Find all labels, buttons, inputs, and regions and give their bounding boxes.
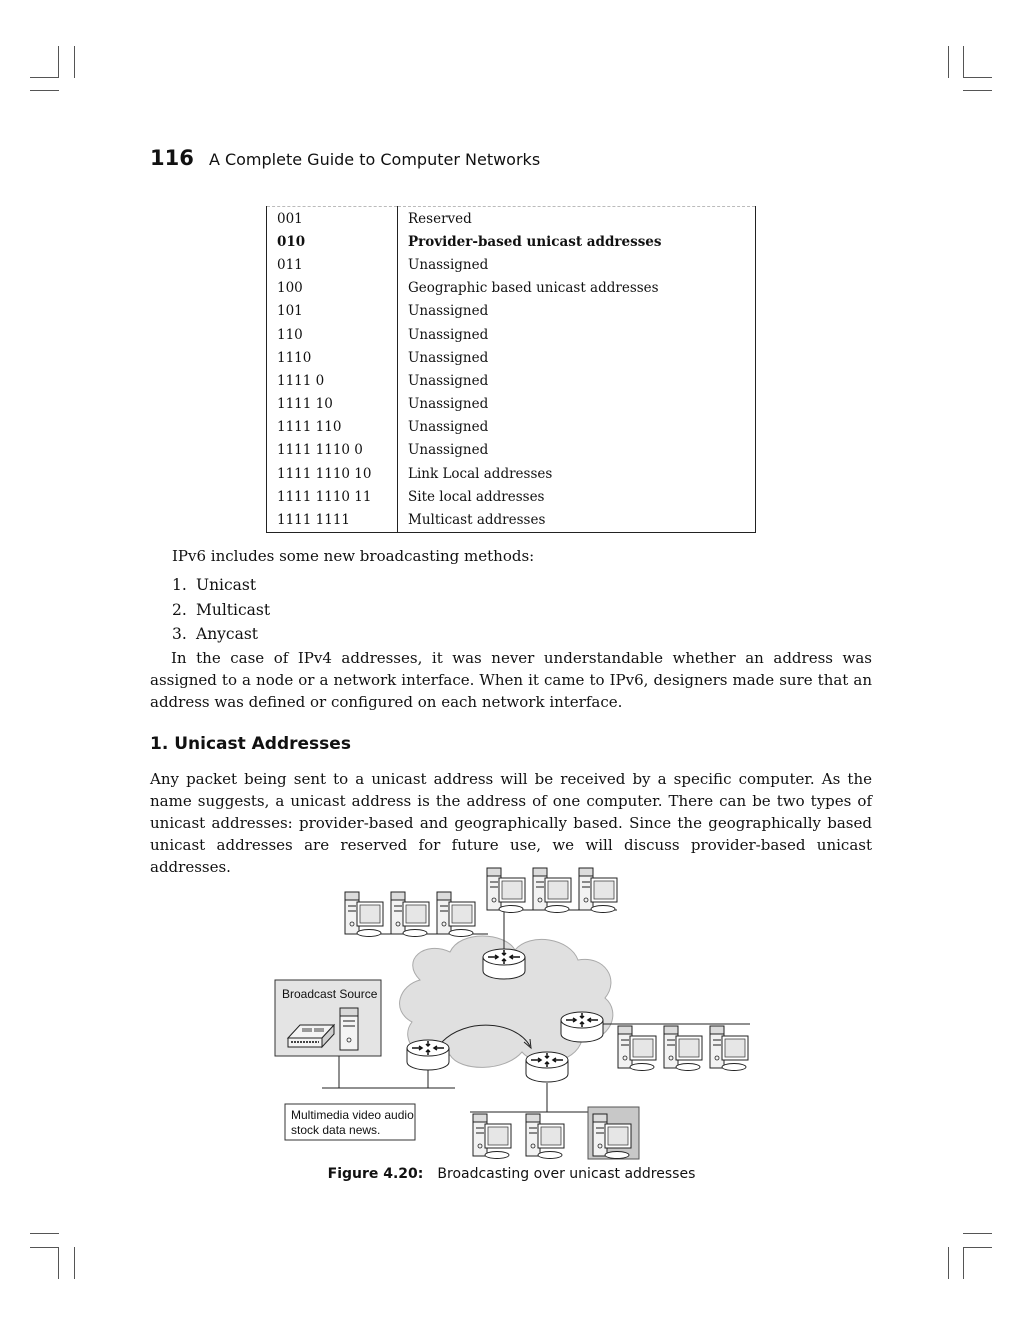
prefix-cell: 1111 1110 11 <box>267 485 398 508</box>
list-number: 2. <box>172 600 187 619</box>
computer-icon <box>473 1114 511 1159</box>
list-label: Unicast <box>196 576 257 594</box>
prefix-cell: 1111 0 <box>267 369 398 392</box>
computer-icon <box>526 1114 564 1159</box>
page-number: 116 <box>150 146 194 170</box>
list-label: Anycast <box>196 625 259 643</box>
list-item <box>172 622 270 647</box>
allocation-cell: Unassigned <box>398 369 756 392</box>
allocation-cell: Unassigned <box>398 300 756 323</box>
crop-mark <box>30 1247 59 1248</box>
router-icon <box>526 1052 568 1082</box>
table-row <box>267 230 756 253</box>
crop-mark <box>963 1247 992 1248</box>
computer-icon <box>391 892 429 937</box>
list-item <box>172 573 270 598</box>
table-row <box>267 439 756 462</box>
crop-mark <box>58 1247 59 1279</box>
allocation-cell: Unassigned <box>398 439 756 462</box>
ipv4-paragraph: In the case of IPv4 addresses, it was never understandable whether an address was assigned to a node or a network interface. When it came to IPv6, designers made sure that an address was defined or configured on each network interface. <box>150 649 872 711</box>
computer-icon <box>710 1026 748 1071</box>
router-icon <box>483 949 525 979</box>
list-number: 1. <box>172 576 187 594</box>
crop-mark <box>948 46 949 78</box>
prefix-cell: 110 <box>267 323 398 346</box>
prefix-cell: 001 <box>267 207 398 231</box>
allocation-cell: Reserved <box>398 207 756 231</box>
figure-caption <box>0 1166 1023 1182</box>
allocation-cell: Multicast addresses <box>398 508 756 532</box>
section-heading: 1. Unicast Addresses <box>150 734 351 754</box>
running-header <box>150 146 540 170</box>
allocation-cell: Unassigned <box>398 253 756 276</box>
allocation-cell: Link Local addresses <box>398 462 756 485</box>
crop-mark <box>30 77 59 78</box>
computer-icon <box>579 868 617 913</box>
caption-text: Broadcasting over unicast addresses <box>437 1166 696 1182</box>
allocation-cell: Unassigned <box>398 323 756 346</box>
table-row <box>267 369 756 392</box>
crop-mark <box>963 1233 992 1234</box>
crop-mark <box>30 90 59 91</box>
list-label: Multicast <box>196 600 271 619</box>
computer-icon <box>437 892 475 937</box>
unicast-paragraph: Any packet being sent to a unicast address will be received by a specific computer. As the name suggests, a unicast address is the address of one computer. There can be two types of unicast addresses: provider-based and geographically based. Since the geographically based unicast addresses are reserved for future use, we will discuss provider-based unicast addresses. <box>150 770 872 876</box>
crop-mark <box>74 46 75 78</box>
crop-mark <box>30 1233 59 1234</box>
crop-mark <box>58 46 59 78</box>
prefix-cell: 1111 1110 0 <box>267 439 398 462</box>
computer-icon <box>487 868 525 913</box>
table-row <box>267 300 756 323</box>
prefix-cell: 011 <box>267 253 398 276</box>
note-line-2: stock data news. <box>291 1123 381 1137</box>
address-prefix-table <box>266 206 756 533</box>
methods-intro: IPv6 includes some new broadcasting methods: <box>172 547 535 565</box>
allocation-cell: Geographic based unicast addresses <box>398 277 756 300</box>
computer-icon <box>533 868 571 913</box>
prefix-cell: 1111 10 <box>267 393 398 416</box>
prefix-cell: 1110 <box>267 346 398 369</box>
router-icon <box>561 1012 603 1042</box>
table-row <box>267 462 756 485</box>
list-item <box>172 598 270 623</box>
allocation-cell: Site local addresses <box>398 485 756 508</box>
prefix-cell: 101 <box>267 300 398 323</box>
table-row <box>267 207 756 231</box>
table-row <box>267 485 756 508</box>
prefix-cell: 1111 1110 10 <box>267 462 398 485</box>
crop-mark <box>963 1247 964 1279</box>
table-row <box>267 346 756 369</box>
allocation-cell: Provider-based unicast addresses <box>398 230 756 253</box>
broadcast-source-label: Broadcast Source <box>282 987 378 1001</box>
table-row <box>267 277 756 300</box>
table-row <box>267 416 756 439</box>
crop-mark <box>948 1247 949 1279</box>
prefix-cell: 010 <box>267 230 398 253</box>
allocation-cell: Unassigned <box>398 346 756 369</box>
server-icon <box>340 1008 358 1050</box>
broadcast-methods-list <box>172 573 270 647</box>
allocation-cell: Unassigned <box>398 393 756 416</box>
note-line-1: Multimedia video audio <box>291 1108 414 1122</box>
table-row <box>267 508 756 532</box>
prefix-cell: 1111 1111 <box>267 508 398 532</box>
crop-mark <box>963 46 964 78</box>
caption-label: Figure 4.20: <box>327 1166 424 1182</box>
computer-icon <box>618 1026 656 1071</box>
book-title: A Complete Guide to Computer Networks <box>208 150 541 169</box>
broadcast-network-diagram <box>260 860 760 1162</box>
crop-mark <box>74 1247 75 1279</box>
prefix-cell: 100 <box>267 277 398 300</box>
computer-icon <box>345 892 383 937</box>
crop-mark <box>963 90 992 91</box>
crop-mark <box>963 77 992 78</box>
table-row <box>267 253 756 276</box>
allocation-cell: Unassigned <box>398 416 756 439</box>
prefix-cell: 1111 110 <box>267 416 398 439</box>
computer-icon <box>664 1026 702 1071</box>
router-icon <box>407 1040 449 1070</box>
table-row <box>267 393 756 416</box>
list-number: 3. <box>172 625 187 643</box>
table-row <box>267 323 756 346</box>
